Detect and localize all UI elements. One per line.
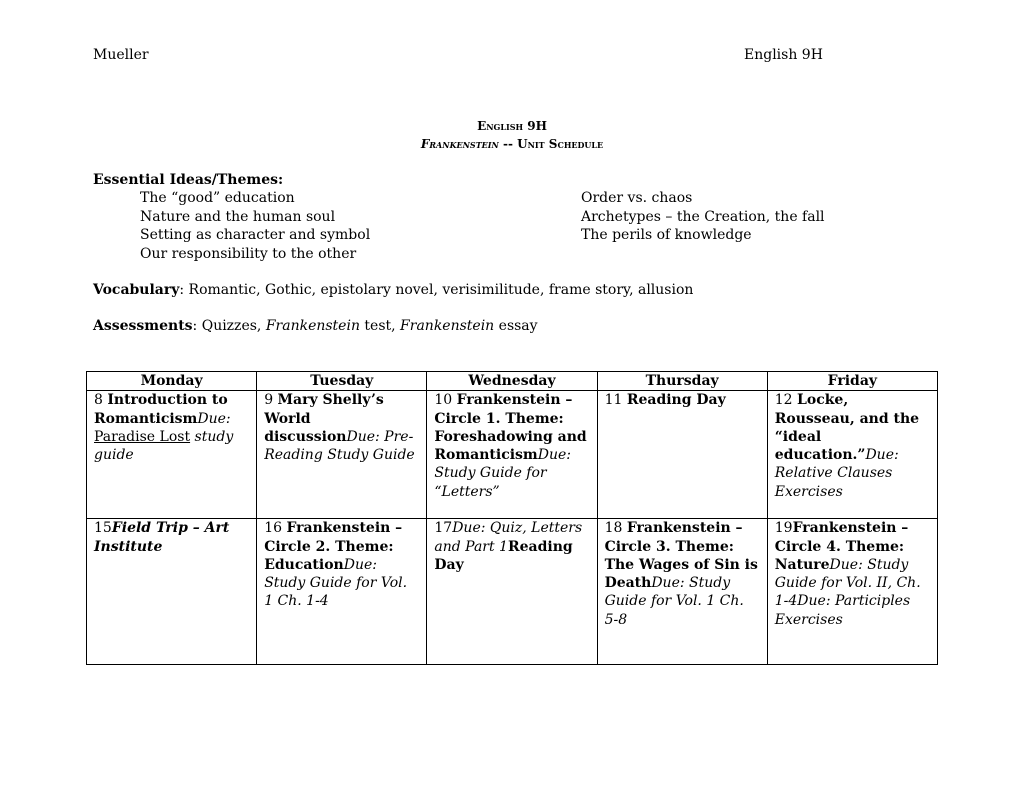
day-header-thursday: Thursday: [597, 372, 767, 391]
document-subtitle: [0, 135, 1024, 153]
cell-wed-17: [427, 519, 597, 665]
theme-item: Setting as character and symbol: [140, 227, 371, 243]
lesson-title: Locke, Rousseau, and the “ideal education.”: [774, 392, 920, 464]
lesson-title: Frankenstein – Circle 4. Theme: Nature: [774, 520, 909, 573]
day-header-friday: Friday: [767, 372, 937, 391]
due-rest: study guide: [94, 428, 234, 464]
day-number: 9: [264, 392, 278, 409]
day-header-wednesday: Wednesday: [427, 372, 597, 391]
due-note: Due: Pre-Reading Study Guide: [264, 428, 415, 464]
due-note: Due: Study Guide for Vol. 1 Ch. 1-4: [264, 556, 408, 610]
theme-item: Archetypes – the Creation, the fall: [581, 208, 825, 225]
cell-thu-18: [597, 519, 767, 665]
theme-item: Order vs. chaos: [581, 190, 693, 206]
cell-fri-19: [767, 519, 937, 665]
day-number: 19: [774, 520, 793, 537]
lesson-title: Field Trip – Art Institute: [94, 520, 230, 555]
assessments-line: [93, 317, 538, 335]
cell-thu-11: [597, 391, 767, 519]
document-title: English 9H: [477, 119, 547, 133]
assessments-label: Assessments: [93, 318, 193, 334]
cell-fri-12: [767, 391, 937, 519]
lesson-title: Mary Shelly’s World discussion: [264, 392, 384, 445]
theme-item: Nature and the human soul: [140, 208, 336, 225]
due-prefix: Due:: [197, 410, 231, 427]
theme-item: The perils of knowledge: [581, 227, 752, 243]
day-number: 8: [94, 392, 108, 409]
cell-mon-8: [87, 391, 257, 519]
day-number: 12: [774, 392, 798, 409]
due-note: Due: Study Guide for Vol. II, Ch. 1-4: [774, 556, 921, 610]
vocabulary-text: : Romantic, Gothic, epistolary novel, verisimilitude, frame story, allusion: [179, 282, 694, 298]
table-row: [87, 391, 938, 519]
themes-list-left: [140, 189, 370, 263]
due-note: Due: Quiz, Letters and Part 1: [434, 520, 583, 555]
day-header-tuesday: Tuesday: [257, 372, 427, 391]
due-note: Due: Study Guide for “Letters”: [434, 447, 571, 500]
cell-mon-15: [87, 519, 257, 665]
assessments-post: essay: [494, 318, 538, 334]
essential-ideas-label: Essential Ideas/Themes:: [93, 172, 284, 188]
lesson-title: Frankenstein – Circle 1. Theme: Foreshadowing and Romanticism: [434, 392, 587, 464]
assessments-book-2: Frankenstein: [400, 318, 495, 334]
lesson-title: Introduction to Romanticism: [94, 392, 228, 427]
assessments-mid: test,: [359, 318, 401, 334]
day-number: 15: [94, 520, 112, 537]
lesson-title: Reading Day: [434, 538, 573, 573]
day-header-monday: Monday: [87, 372, 257, 391]
day-number: 16: [264, 520, 287, 537]
due-note: Due: Study Guide for Vol. 1 Ch. 5-8: [604, 575, 744, 628]
theme-item: The “good” education: [140, 190, 295, 206]
header-author: Mueller: [93, 47, 149, 63]
cell-tue-16: [257, 519, 427, 665]
lesson-title: Reading Day: [626, 392, 726, 409]
due-note-2: Due: Participles Exercises: [774, 593, 911, 628]
header-course: English 9H: [744, 47, 823, 63]
subtitle-rest: -- Unit Schedule: [498, 137, 604, 151]
assessments-pre: : Quizzes,: [192, 318, 266, 334]
subtitle-book: Frankenstein: [420, 137, 499, 151]
day-number: 17: [434, 520, 453, 537]
assessments-book-1: Frankenstein: [265, 318, 360, 334]
due-book: Paradise Lost: [94, 428, 191, 445]
schedule-header-row: [87, 372, 938, 391]
vocabulary-label: Vocabulary: [93, 282, 180, 298]
cell-wed-10: [427, 391, 597, 519]
lesson-title: Frankenstein – Circle 3. Theme: The Wages of Sin is Death: [604, 520, 758, 592]
day-number: 11: [604, 392, 627, 409]
vocabulary-line: [93, 281, 693, 299]
lesson-title: Frankenstein – Circle 2. Theme: Education: [264, 520, 403, 573]
day-number: 10: [434, 392, 457, 409]
table-row: [87, 519, 938, 665]
schedule-table: [86, 371, 938, 665]
theme-item: Our responsibility to the other: [140, 245, 357, 262]
themes-list-right: [581, 189, 825, 245]
due-note: Due: Relative Clauses Exercises: [774, 447, 899, 500]
cell-tue-9: [257, 391, 427, 519]
day-number: 18: [604, 520, 627, 537]
